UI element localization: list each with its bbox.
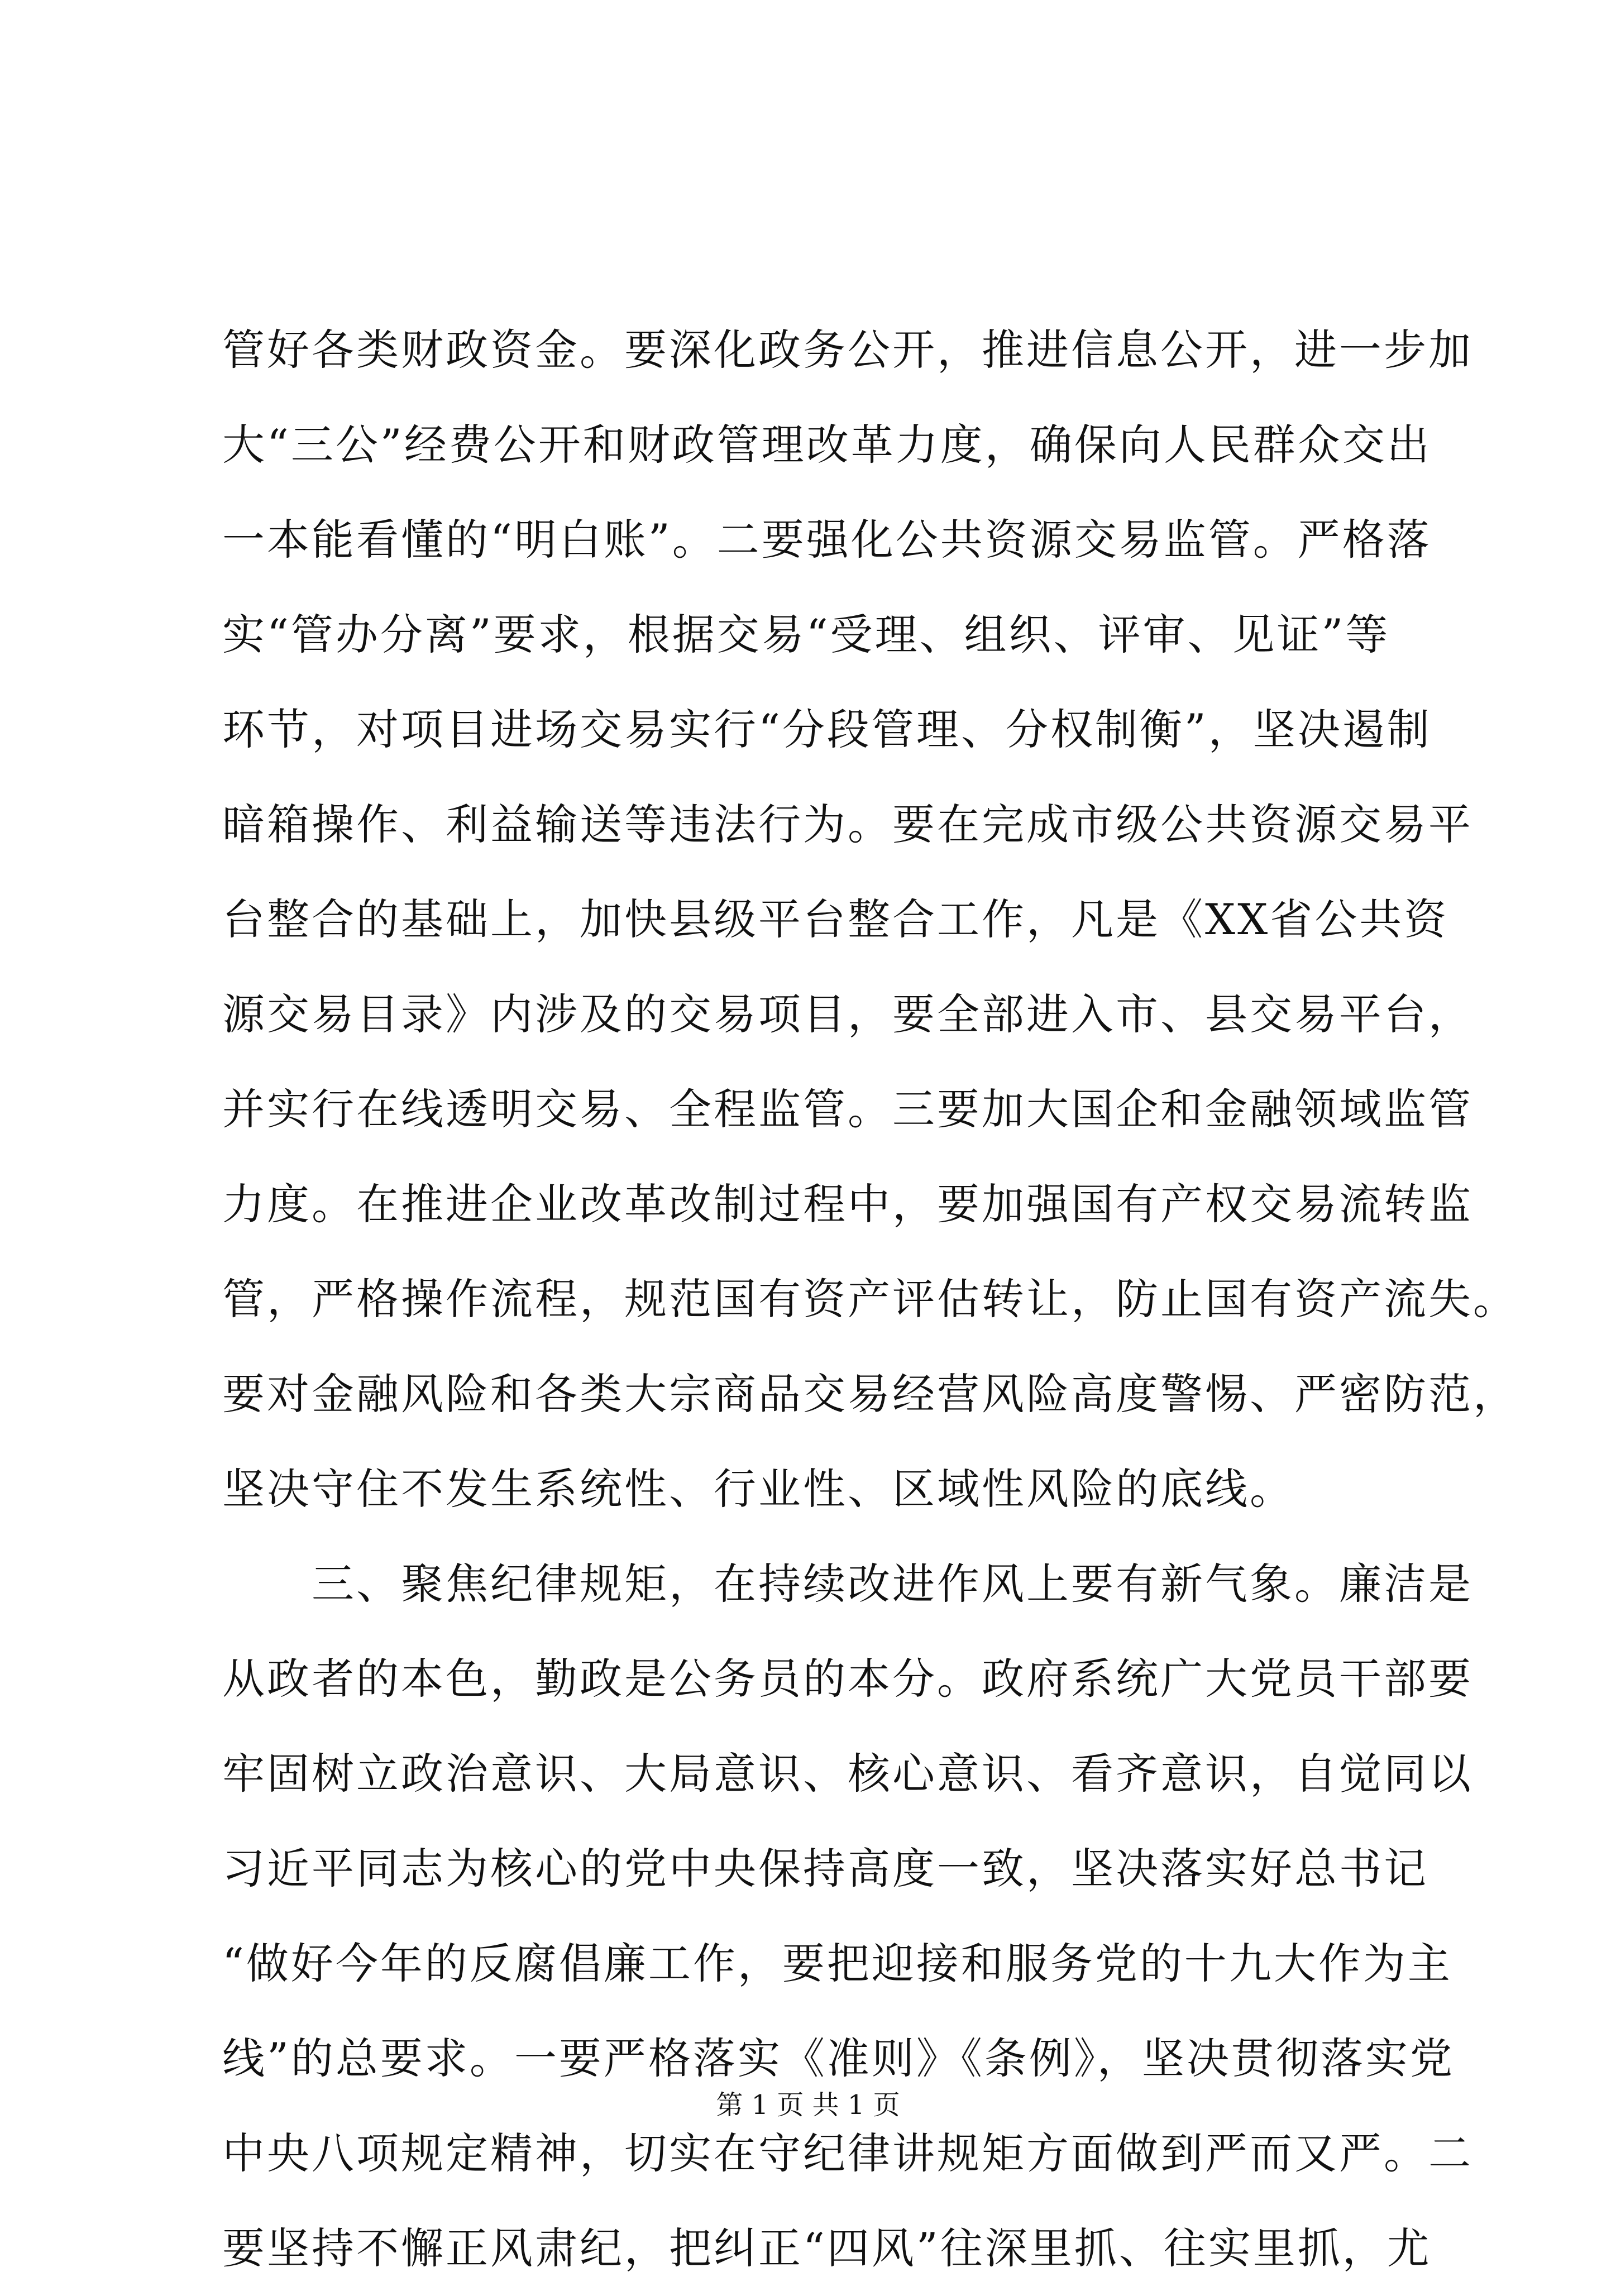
text-line: 牢固树立政治意识、大局意识、核心意识、看齐意识，自觉同以 (222, 1749, 1473, 1798)
text-line: 实“管办分离”要求，根据交易“受理、组织、评审、见证”等 (222, 610, 1390, 659)
text-line: 从政者的本色，勤政是公务员的本分。政府系统广大党员干部要 (222, 1654, 1473, 1704)
text-line: 要坚持不懈正风肃纪，把纠正“四风”往深里抓、往实里抓，尤 (222, 2223, 1432, 2273)
text-line: 暗箱操作、利益输送等违法行为。要在完成市级公共资源交易平 (222, 800, 1473, 849)
section-heading-line: 三、聚焦纪律规矩，在持续改进作风上要有新气象。廉洁是 (222, 1559, 1473, 1609)
text-line: 坚决守住不发生系统性、行业性、区域性风险的底线。 (222, 1464, 1294, 1514)
text-line: 习近平同志为核心的党中央保持高度一致，坚决落实好总书记 (222, 1844, 1428, 1893)
text-line: 管好各类财政资金。要深化政务公开，推进信息公开，进一步加 (222, 325, 1473, 375)
page-number-label: 第 1 页 共 1 页 (716, 2089, 900, 2121)
text-line: 力度。在推进企业改革改制过程中，要加强国有产权交易流转监 (222, 1179, 1473, 1229)
text-line: 一本能看懂的“明白账”。二要强化公共资源交易监管。严格落 (222, 515, 1432, 565)
text-line: 大“三公”经费公开和财政管理改革力度，确保向人民群众交出 (222, 420, 1432, 470)
text-line: “做好今年的反腐倡廉工作，要把迎接和服务党的十九大作为主 (222, 1939, 1452, 1988)
text-line: 要对金融风险和各类大宗商品交易经营风险高度警惕、严密防范， (222, 1369, 1518, 1419)
text-line: 台整合的基础上，加快县级平台整合工作，凡是《XX省公共资 (222, 895, 1449, 944)
page-footer (0, 2083, 1616, 2127)
text-line: 环节，对项目进场交易实行“分段管理、分权制衡”，坚决遏制 (222, 705, 1432, 754)
text-line: 源交易目录》内涉及的交易项目，要全部进入市、县交易平台， (222, 989, 1473, 1039)
text-line: 管，严格操作流程，规范国有资产评估转让，防止国有资产流失。 (222, 1274, 1518, 1324)
body-text (222, 303, 1518, 2296)
text-line: 并实行在线透明交易、全程监管。三要加大国企和金融领域监管 (222, 1084, 1473, 1134)
text-line: 线”的总要求。一要严格落实《准则》《条例》，坚决贯彻落实党 (222, 2034, 1455, 2083)
text-line: 中央八项规定精神，切实在守纪律讲规矩方面做到严而又严。二 (222, 2128, 1473, 2178)
